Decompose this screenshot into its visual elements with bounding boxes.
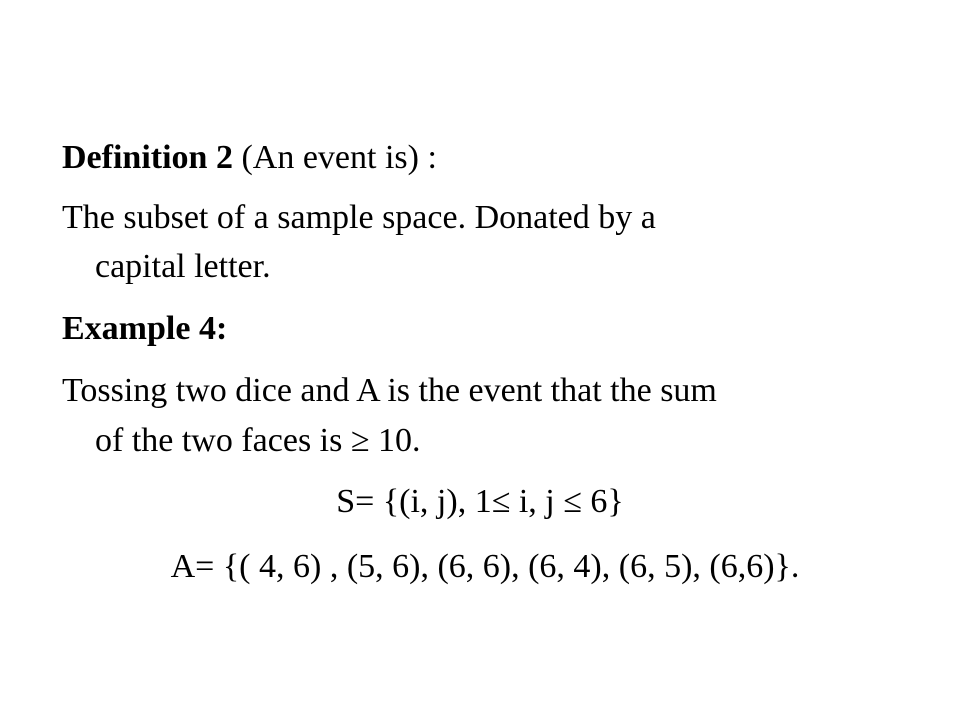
definition-text-line-1: The subset of a sample space. Donated by a: [62, 199, 656, 236]
definition-heading: [62, 138, 437, 178]
definition-text-line-2: capital letter.: [95, 248, 271, 285]
example-heading: Example 4:: [62, 310, 228, 347]
definition-title: Definition 2: [62, 139, 233, 176]
definition-subtitle: (An event is) :: [232, 139, 437, 176]
example-text-line-1: Tossing two dice and A is the event that the sum: [62, 372, 717, 409]
sample-space-formula: S= {(i, j), 1≤ i, j ≤ 6}: [336, 483, 624, 520]
example-text-line-2: of the two faces is ≥ 10.: [95, 422, 421, 459]
event-set-formula: A= {( 4, 6) , (5, 6), (6, 6), (6, 4), (6, 5), (6,6)}.: [170, 548, 800, 585]
